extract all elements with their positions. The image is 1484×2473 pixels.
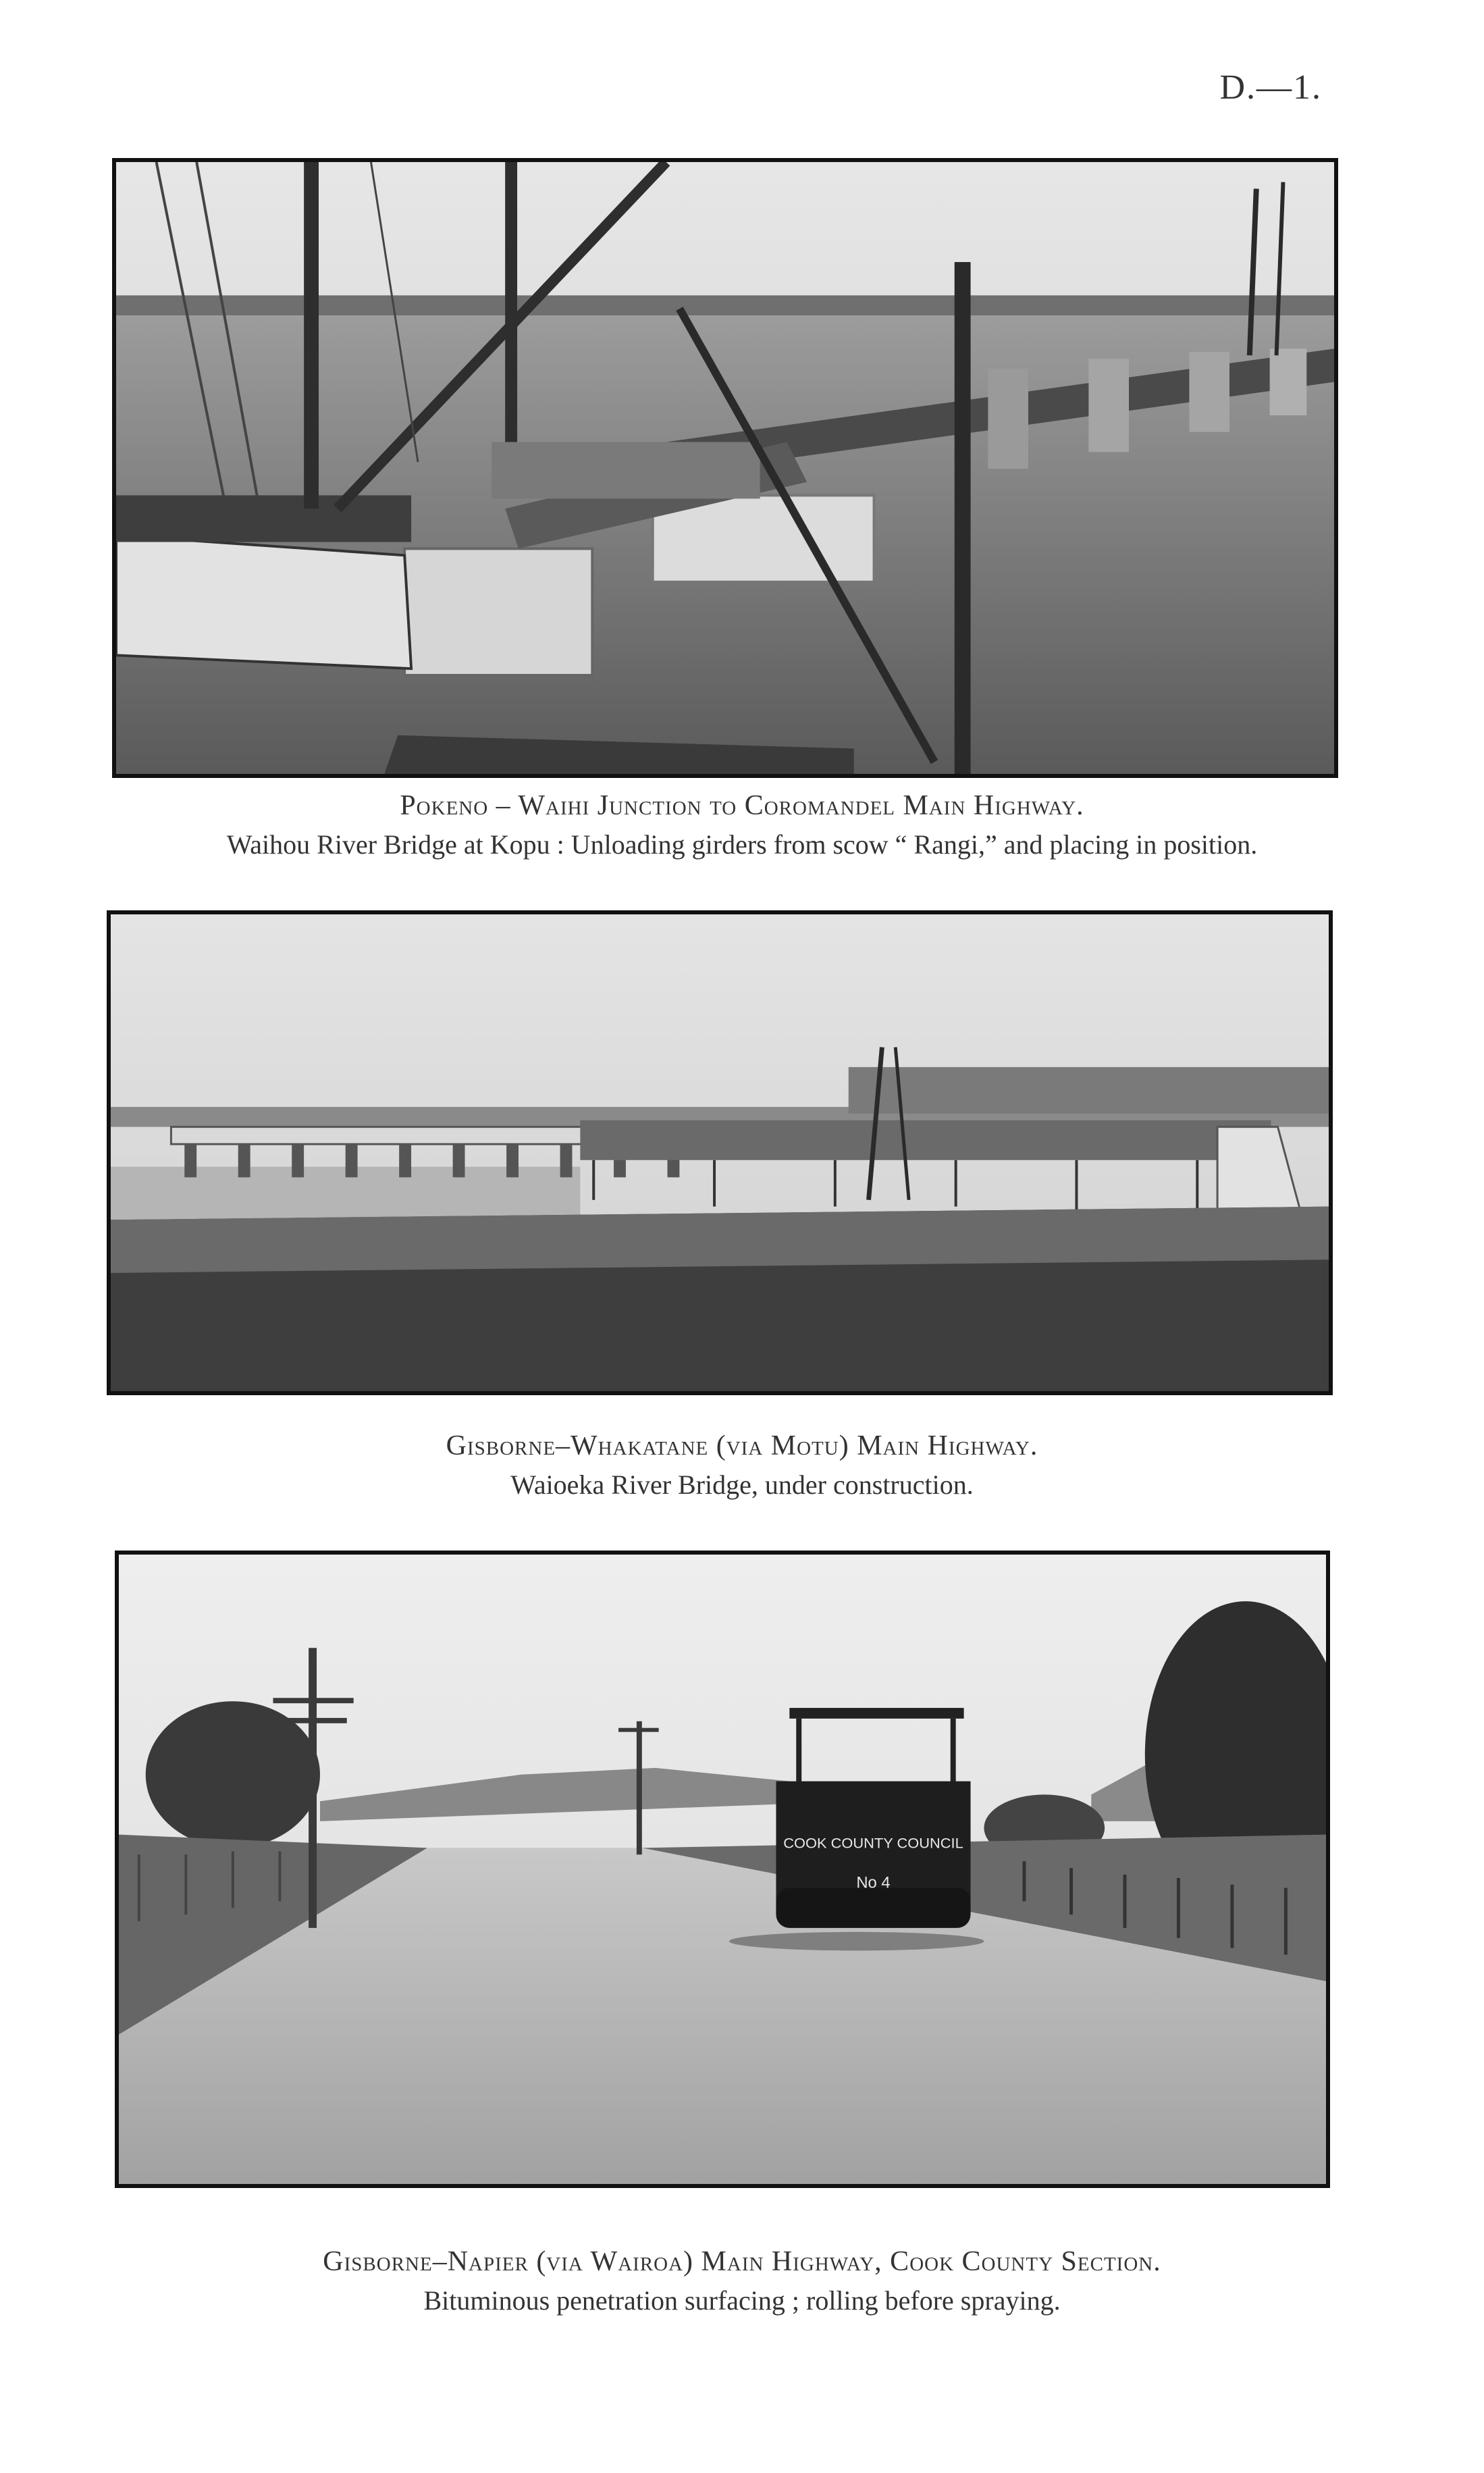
caption-title: Gisborne–Napier (via Wairoa) Main Highway, Cook County Section.: [323, 2246, 1161, 2277]
photo-road-roller-image: [119, 1555, 1326, 2184]
caption-waioeka-bridge: [0, 1426, 1484, 1505]
photo-road-roller: [115, 1551, 1330, 2188]
photo-waihou-bridge: [112, 158, 1338, 778]
photo-waioeka-bridge-image: [111, 914, 1329, 1391]
caption-subtitle: Waihou River Bridge at Kopu : Unloading girders from scow “ Rangi,” and placing in position.: [226, 829, 1258, 860]
caption-road-roller: [0, 2242, 1484, 2320]
roller-label: COOK COUNTY COUNCIL: [783, 1834, 963, 1852]
photo-waioeka-bridge: [107, 910, 1333, 1395]
page-reference: D.—1.: [1219, 68, 1322, 107]
caption-subtitle: Bituminous penetration surfacing ; rolling before spraying.: [423, 2285, 1061, 2316]
caption-title: Pokeno – Waihi Junction to Coromandel Main Highway.: [400, 790, 1084, 821]
caption-waihou-bridge: [0, 786, 1484, 864]
photo-waihou-bridge-image: [116, 162, 1334, 774]
caption-subtitle: Waioeka River Bridge, under construction.: [510, 1469, 974, 1500]
caption-title: Gisborne–Whakatane (via Motu) Main Highway.: [446, 1430, 1038, 1461]
roller-number: No 4: [856, 1873, 891, 1892]
